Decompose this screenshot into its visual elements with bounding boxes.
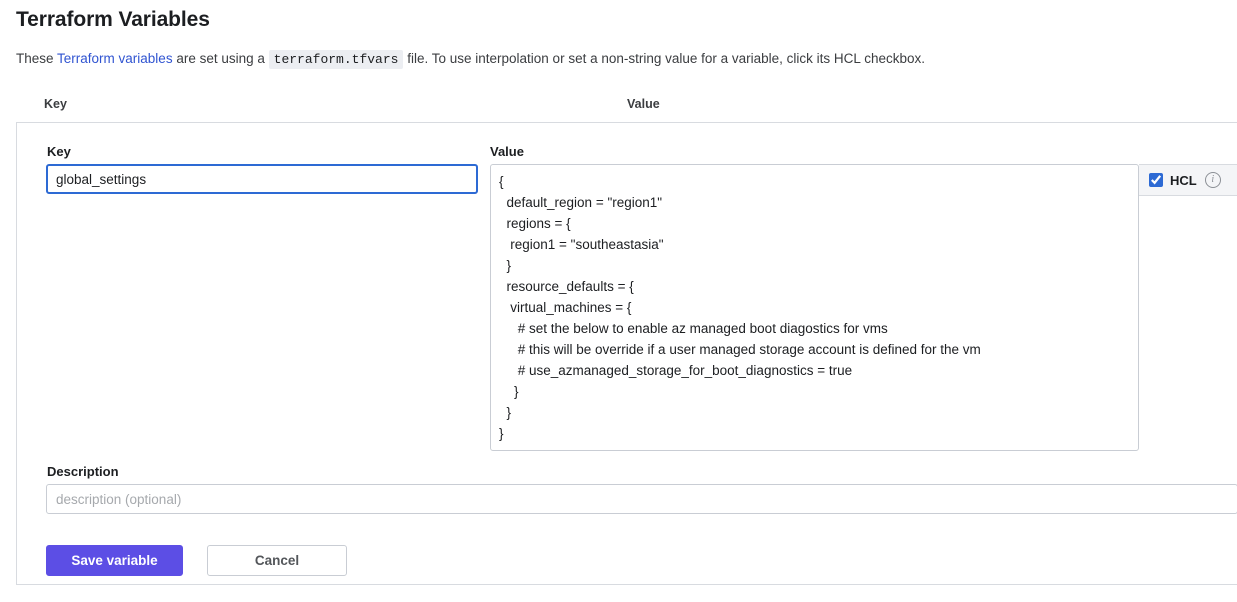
cancel-button[interactable]: Cancel bbox=[207, 545, 347, 576]
save-variable-button[interactable]: Save variable bbox=[46, 545, 183, 576]
column-header-key: Key bbox=[44, 97, 67, 111]
hcl-label: HCL bbox=[1170, 172, 1197, 188]
description-input[interactable] bbox=[46, 484, 1237, 514]
intro-tail: file. To use interpolation or set a non-string value for a variable, click its HCL checkbox. bbox=[403, 51, 925, 66]
terraform-variables-link[interactable]: Terraform variables bbox=[57, 51, 173, 66]
value-textarea[interactable] bbox=[490, 164, 1139, 451]
intro-after-link: are set using a bbox=[172, 51, 269, 66]
variables-table-header bbox=[16, 95, 1221, 121]
column-header-value: Value bbox=[627, 97, 660, 111]
intro-before-link: These bbox=[16, 51, 58, 66]
variable-editor-panel bbox=[16, 122, 1237, 585]
key-field-label: Key bbox=[47, 144, 71, 159]
intro-text bbox=[16, 50, 925, 69]
value-field-label: Value bbox=[490, 144, 524, 159]
hcl-checkbox[interactable] bbox=[1149, 173, 1163, 187]
page-title: Terraform Variables bbox=[16, 8, 210, 31]
hcl-toggle-group[interactable] bbox=[1139, 164, 1237, 196]
tfvars-code-chip: terraform.tfvars bbox=[269, 50, 404, 69]
description-field-label: Description bbox=[47, 464, 119, 479]
key-input[interactable] bbox=[46, 164, 478, 194]
info-icon[interactable]: i bbox=[1205, 172, 1221, 188]
